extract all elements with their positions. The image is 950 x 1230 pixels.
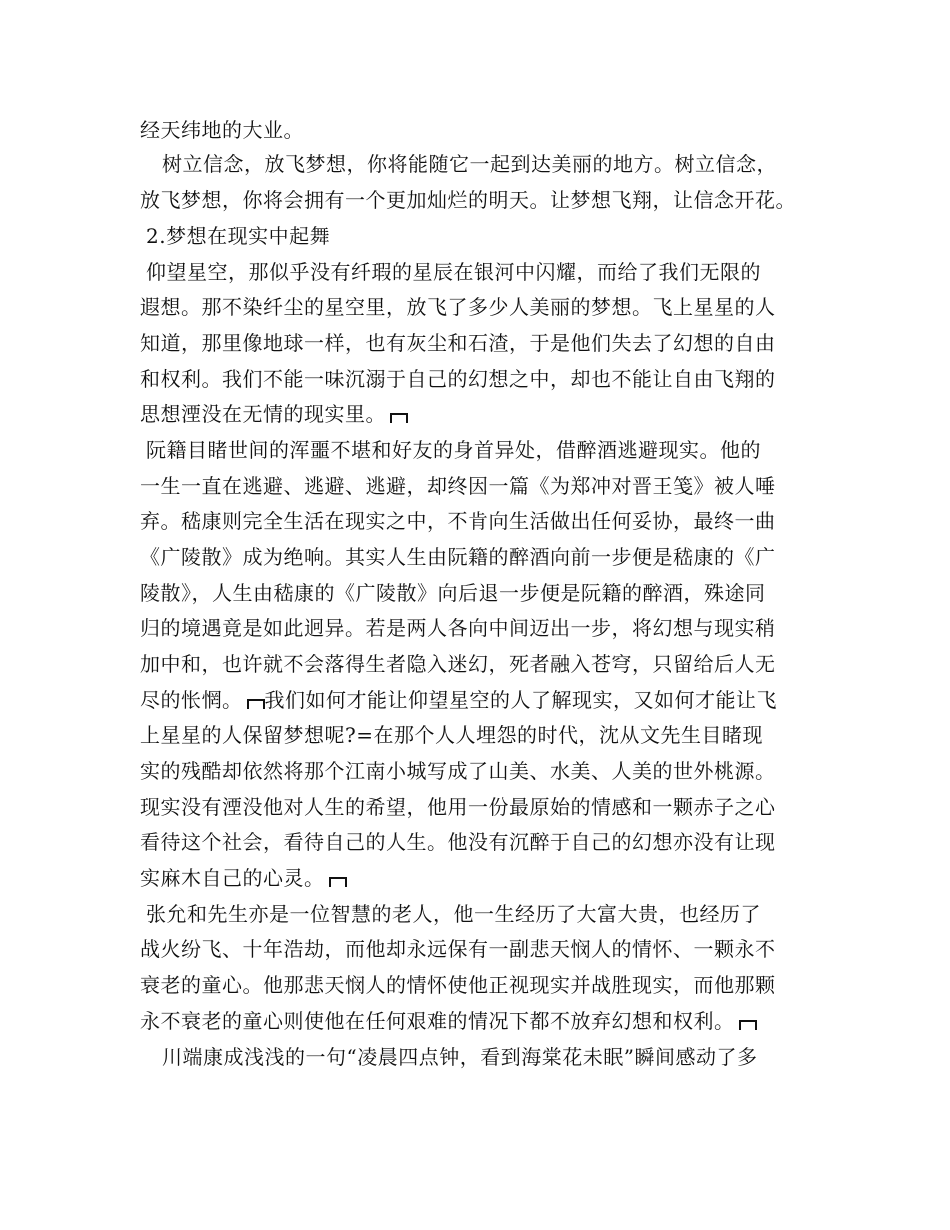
text-line: 《广陵散》成为绝响。其实人生由阮籍的醉酒向前一步便是嵇康的《广: [140, 545, 776, 569]
text-line: 放飞梦想，你将会拥有一个更加灿烂的明天。让梦想飞翔，让信念开花。: [140, 188, 796, 212]
text-line: 衰老的童心。他那悲天悯人的情怀使他正视现实并战胜现实，而他那颗: [140, 973, 776, 997]
text-line-with-mark: [140, 397, 408, 431]
text-line: 实的残酷却依然将那个江南小城写成了山美、水美、人美的世外桃源。: [140, 759, 776, 783]
text-line: 树立信念，放飞梦想，你将能随它一起到达美丽的地方。树立信念，: [162, 152, 777, 176]
text-line: 知道，那里像地球一样，也有灰尘和石渣，于是他们失去了幻想的自由: [140, 331, 776, 355]
text-segment: 思想湮没在无情的现实里。: [140, 402, 386, 426]
paragraph-mark-icon: [739, 1020, 757, 1030]
text-line-with-mark: [140, 1004, 757, 1038]
text-segment: 实麻木自己的心灵。: [140, 866, 325, 890]
text-line: 和权利。我们不能一味沉溺于自己的幻想之中，却也不能让自由飞翔的: [140, 367, 776, 391]
text-line: 张允和先生亦是一位智慧的老人，他一生经历了大富大贵，也经历了: [146, 902, 761, 926]
text-line: 经天纬地的大业。: [140, 118, 304, 142]
paragraph-mark-icon: [390, 413, 408, 423]
text-line: 阮籍目睹世间的浑噩不堪和好友的身首异处，借醉酒逃避现实。他的: [146, 438, 761, 462]
text-line: 川端康成浅浅的一句“凌晨四点钟，看到海棠花未眠”瞬间感动了多: [162, 1045, 758, 1069]
text-line-with-mark: [140, 861, 347, 895]
paragraph-mark-icon: [329, 877, 347, 887]
text-line: 遐想。那不染纤尘的星空里，放飞了多少人美丽的梦想。飞上星星的人: [140, 295, 776, 319]
paragraph-mark-icon: [247, 699, 265, 709]
text-line: 陵散》，人生由嵇康的《广陵散》向后退一步便是阮籍的醉酒，殊途同: [140, 581, 766, 605]
text-line: 归的境遇竟是如此迥异。若是两人各向中间迈出一步，将幻想与现实稍: [140, 616, 776, 640]
text-line: 战火纷飞、十年浩劫，而他却永远保有一副悲天悯人的情怀、一颗永不: [140, 937, 776, 961]
text-line: 现实没有湮没他对人生的希望，他用一份最原始的情感和一颗赤子之心: [140, 795, 776, 819]
text-line: 看待这个社会，看待自己的人生。他没有沉醉于自己的幻想亦没有让现: [140, 830, 776, 854]
text-segment: 尽的怅惘。: [140, 688, 243, 712]
text-line-with-mark: [140, 683, 777, 717]
text-segment: 永不衰老的童心则使他在任何艰难的情况下都不放弃幻想和权利。: [140, 1009, 735, 1033]
section-heading: 2.梦想在现实中起舞: [146, 224, 331, 248]
text-line: 仰望星空，那似乎没有纤瑕的星辰在银河中闪耀，而给了我们无限的: [146, 260, 761, 284]
text-line: 上星星的人保留梦想呢?=在那个人人埋怨的时代，沈从文先生目睹现: [140, 723, 763, 747]
text-line: 弃。嵇康则完全生活在现实之中，不肯向生活做出任何妥协，最终一曲: [140, 509, 776, 533]
text-segment: 我们如何才能让仰望星空的人了解现实，又如何才能让飞: [264, 688, 777, 712]
text-line: 一生一直在逃避、逃避、逃避，却终因一篇《为郑冲对晋王笺》被人唾: [140, 474, 776, 498]
text-line: 加中和，也许就不会落得生者隐入迷幻，死者融入苍穹，只留给后人无: [140, 652, 776, 676]
